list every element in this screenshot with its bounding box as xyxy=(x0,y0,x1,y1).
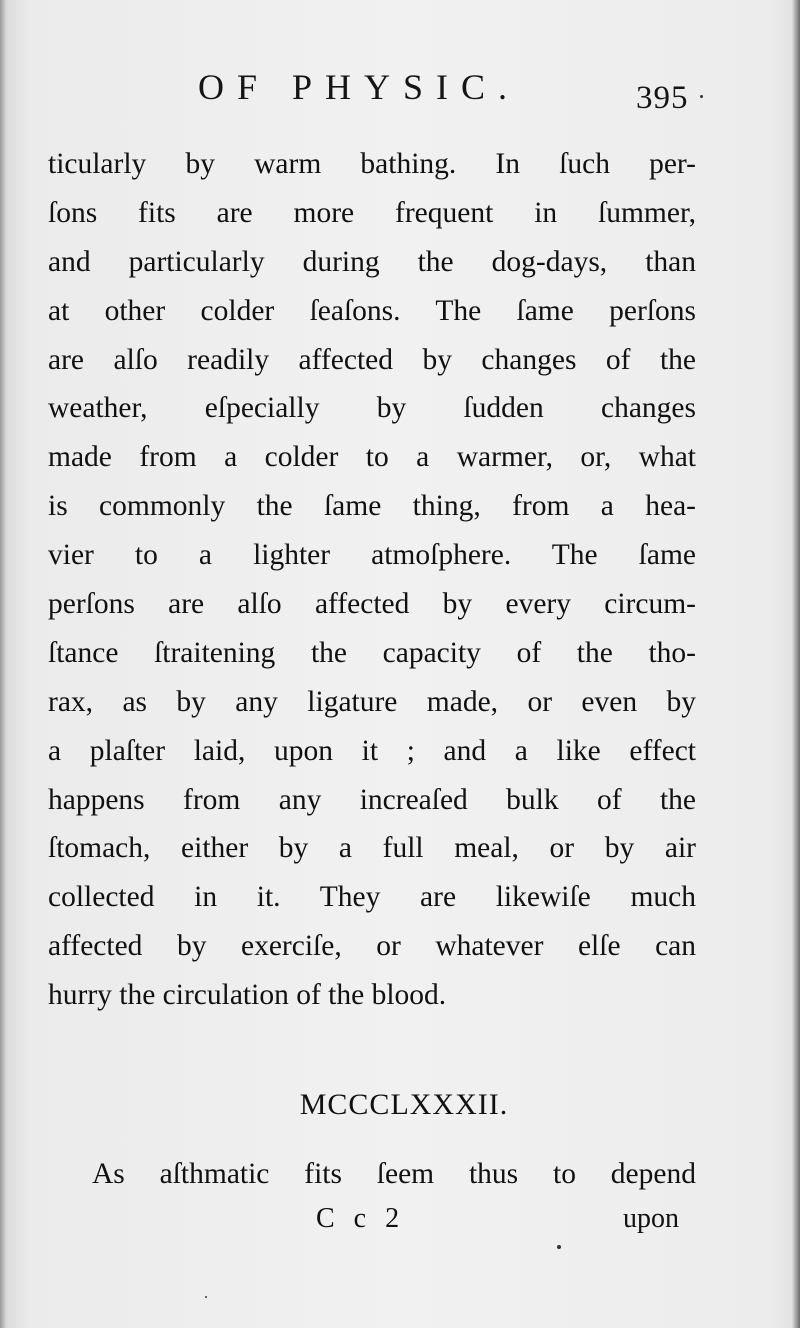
ink-speck xyxy=(557,1245,561,1249)
running-title: OF PHYSIC. xyxy=(198,67,521,107)
text-line: weather, eſpecially by ſudden changes xyxy=(48,392,696,425)
section-number: MCCCLXXXII. xyxy=(299,1088,509,1121)
text-line: made from a colder to a warmer, or, what xyxy=(48,441,696,474)
text-line: hurry the circulation of the blood. xyxy=(48,979,447,1012)
text-line: perſons are alſo affected by every circum- xyxy=(48,588,696,621)
catchword: upon xyxy=(623,1203,679,1234)
page-edge-shadow-right xyxy=(792,0,800,1328)
ink-speck xyxy=(205,1296,207,1298)
text-line: happens from any increaſed bulk of the xyxy=(48,783,696,816)
text-line: ſons fits are more frequent in ſummer, xyxy=(48,196,696,229)
signature-mark: C c 2 xyxy=(316,1203,406,1234)
text-line: at other colder ſeaſons. The ſame perſons xyxy=(48,294,696,327)
text-line: a plaſter laid, upon it ; and a like effect xyxy=(48,734,696,767)
ink-speck xyxy=(700,95,703,98)
text-line: is commonly the ſame thing, from a hea- xyxy=(48,490,696,523)
page-number: 395 xyxy=(636,80,689,116)
page-edge-shadow-left xyxy=(0,0,6,1328)
text-line: ſtomach, either by a full meal, or by air xyxy=(48,832,696,865)
text-line: ſtance ſtraitening the capacity of the tho- xyxy=(48,636,696,669)
section-first-line: As aſthmatic fits ſeem thus to depend xyxy=(92,1158,696,1190)
text-line: ticularly by warm bathing. In ſuch per- xyxy=(48,148,696,180)
text-line: affected by exerciſe, or whatever elſe can xyxy=(48,930,696,963)
text-line: rax, as by any ligature made, or even by xyxy=(48,685,696,718)
text-line: and particularly during the dog-days, than xyxy=(48,245,696,278)
body-text xyxy=(48,140,696,1020)
text-line: collected in it. They are likewiſe much xyxy=(48,881,696,914)
text-line: vier to a lighter atmoſphere. The ſame xyxy=(48,539,696,572)
text-line: are alſo readily affected by changes of the xyxy=(48,343,696,376)
